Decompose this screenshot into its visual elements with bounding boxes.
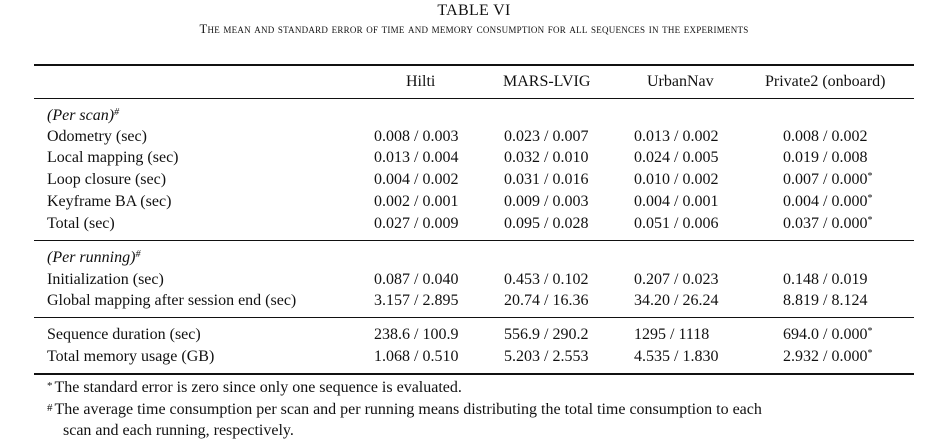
table-cell: 0.031 / 0.016 xyxy=(504,171,589,188)
table-cell: 8.819 / 8.124 xyxy=(783,292,868,309)
table-cell: 0.027 / 0.009 xyxy=(374,215,459,232)
section-label-per-scan: (Per scan)# xyxy=(47,107,120,124)
section-footnote-mark: # xyxy=(135,249,141,260)
table-cell: 0.087 / 0.040 xyxy=(374,271,459,288)
table-cell: 0.148 / 0.019 xyxy=(783,271,868,288)
table-cell: 34.20 / 26.24 xyxy=(634,292,719,309)
table-cell: 1.068 / 0.510 xyxy=(374,348,459,365)
table-cell: 0.207 / 0.023 xyxy=(634,271,719,288)
row-label: Initialization (sec) xyxy=(47,271,164,288)
table-cell: 0.004 / 0.002 xyxy=(374,171,459,188)
table-cell: 556.9 / 290.2 xyxy=(504,326,589,343)
table-cell: 0.007 / 0.000* xyxy=(783,171,873,188)
column-header-mars-lvig: MARS-LVIG xyxy=(503,73,591,90)
row-label: Total (sec) xyxy=(47,215,115,232)
table-cell: 0.008 / 0.003 xyxy=(374,128,459,145)
table-cell: 238.6 / 100.9 xyxy=(374,326,459,343)
row-label: Keyframe BA (sec) xyxy=(47,193,172,210)
section-divider xyxy=(34,240,914,241)
header-rule xyxy=(34,98,914,99)
footnote-asterisk: * The standard error is zero since only one sequence is evaluated. xyxy=(47,379,462,396)
row-label: Total memory usage (GB) xyxy=(47,348,215,365)
table-cell: 0.024 / 0.005 xyxy=(634,149,719,166)
table-cell: 2.932 / 0.000* xyxy=(783,348,873,365)
top-rule xyxy=(34,64,914,66)
table-cell: 0.013 / 0.004 xyxy=(374,149,459,166)
table-cell: 0.032 / 0.010 xyxy=(504,149,589,166)
table-cell: 1295 / 1118 xyxy=(634,326,710,343)
row-label: Global mapping after session end (sec) xyxy=(47,292,297,309)
row-label: Local mapping (sec) xyxy=(47,149,179,166)
table-cell: 0.023 / 0.007 xyxy=(504,128,589,145)
row-label: Loop closure (sec) xyxy=(47,171,167,188)
table-cell: 0.037 / 0.000* xyxy=(783,215,873,232)
table-cell: 0.453 / 0.102 xyxy=(504,271,589,288)
table-cell: 0.010 / 0.002 xyxy=(634,171,719,188)
table-cell: 20.74 / 16.36 xyxy=(504,292,589,309)
table-cell: 0.095 / 0.028 xyxy=(504,215,589,232)
row-label: Odometry (sec) xyxy=(47,128,147,145)
section-label-per-running: (Per running)# xyxy=(47,249,141,266)
table-cell: 0.002 / 0.001 xyxy=(374,193,459,210)
section-divider xyxy=(34,317,914,318)
table-caption: The mean and standard error of time and memory consumption for all sequences in the experiments xyxy=(199,22,749,36)
table-cell: 0.019 / 0.008 xyxy=(783,149,868,166)
footnote-hash-continuation: scan and each running, respectively. xyxy=(63,422,294,439)
row-label: Sequence duration (sec) xyxy=(47,326,201,343)
column-header-hilti: Hilti xyxy=(406,73,436,90)
bottom-rule xyxy=(34,373,914,375)
table-cell: 0.009 / 0.003 xyxy=(504,193,589,210)
table-cell: 0.004 / 0.001 xyxy=(634,193,719,210)
footnote-hash: # The average time consumption per scan and per running means distributing the total time consumption to each xyxy=(47,401,762,418)
table-cell: 694.0 / 0.000* xyxy=(783,326,873,343)
section-footnote-mark: # xyxy=(114,107,120,118)
table-cell: 3.157 / 2.895 xyxy=(374,292,459,309)
table-cell: 0.051 / 0.006 xyxy=(634,215,719,232)
table-cell: 5.203 / 2.553 xyxy=(504,348,589,365)
table-cell: 4.535 / 1.830 xyxy=(634,348,719,365)
table-cell: 0.004 / 0.000* xyxy=(783,193,873,210)
table-cell: 0.008 / 0.002 xyxy=(783,128,868,145)
table-cell: 0.013 / 0.002 xyxy=(634,128,719,145)
column-header-private2: Private2 (onboard) xyxy=(765,73,886,90)
column-header-urbannav: UrbanNav xyxy=(647,73,714,90)
table-title: TABLE VI xyxy=(437,2,511,19)
